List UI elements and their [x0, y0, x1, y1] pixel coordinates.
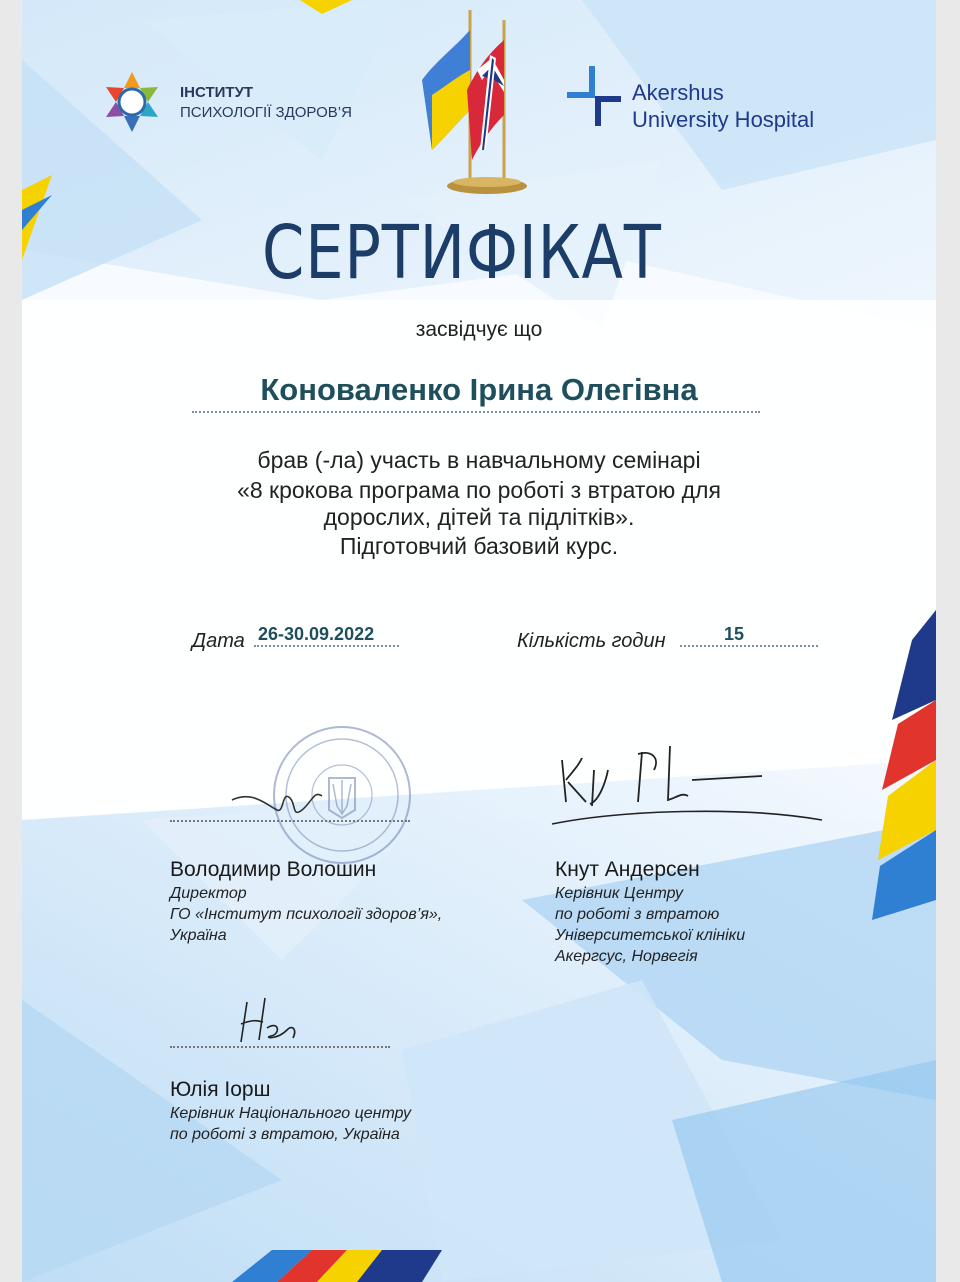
signatory-2-name: Кнут Андерсен	[555, 858, 700, 881]
body-line-1: брав (-ла) участь в навчальному семінарі	[257, 447, 701, 473]
recipient-name: Коноваленко Ірина Олегівна	[260, 372, 698, 407]
certifies-text: засвідчує що	[415, 318, 543, 341]
hours-underline	[680, 645, 818, 647]
institute-name-line1: ІНСТИТУТ	[180, 84, 254, 101]
hours-value: 15	[724, 624, 745, 644]
date-value: 26-30.09.2022	[258, 624, 375, 644]
flags-icon	[412, 0, 552, 200]
signatory-1-role-line-2: ГО «Інститут психології здоров’я»,	[170, 906, 443, 923]
signatory-3-role-line-2: по роботі з втратою, Україна	[170, 1126, 400, 1143]
certificate-sheet	[22, 0, 936, 1282]
signature-iorsh-icon	[227, 990, 317, 1050]
signature-line-3	[170, 1046, 390, 1048]
signatory-2-role-line-4: Акергсус, Норвегія	[555, 948, 698, 965]
certificate-title: СЕРТИФІКАТ	[262, 210, 662, 296]
body-line-3: дорослих, дітей та підлітків».	[323, 504, 635, 530]
signature-andersen-icon	[542, 740, 832, 830]
body-line-2: «8 крокова програма по роботі з втратою для	[237, 477, 721, 503]
signatory-2-role-line-3: Університетської клініки	[555, 927, 746, 944]
signatory-2-role-line-1: Керівник Центру	[555, 885, 684, 902]
date-underline	[254, 645, 399, 647]
hospital-name-line2: University Hospital	[632, 107, 815, 132]
hospital-logo-icon	[567, 66, 623, 128]
date-label: Дата	[192, 630, 245, 652]
hours-label: Кількість годин	[517, 630, 666, 652]
institute-logo-icon	[100, 70, 164, 134]
hospital-name-line1: Akershus	[632, 80, 724, 105]
signatory-3-name: Юлія Іорш	[170, 1078, 271, 1101]
institute-name-line2: ПСИХОЛОГІЇ ЗДОРОВ’Я	[180, 104, 352, 121]
signatory-1-role-line-1: Директор	[170, 885, 247, 902]
signatory-1-role-line-3: Україна	[170, 927, 227, 944]
signatory-1-name: Володимир Волошин	[170, 858, 377, 881]
signatory-3-role-line-1: Керівник Національного центру	[170, 1105, 411, 1122]
recipient-underline	[192, 411, 760, 413]
body-line-4: Підготовчий базовий курс.	[339, 533, 619, 559]
signatory-2-role-line-2: по роботі з втратою	[555, 906, 720, 923]
signature-line-1	[170, 820, 410, 822]
